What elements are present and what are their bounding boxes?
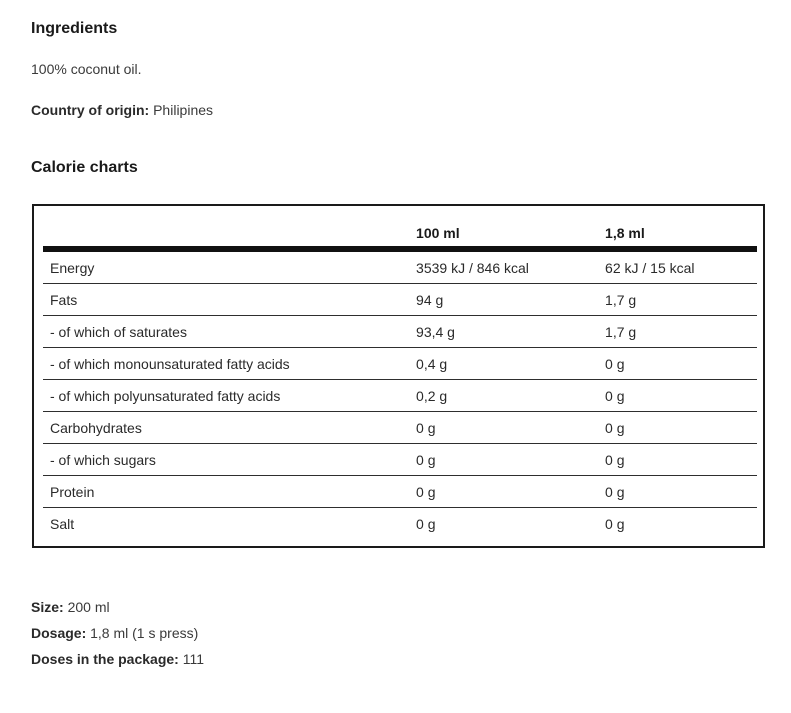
nutrient-name: - of which monounsaturated fatty acids [43, 348, 409, 380]
nutrient-name: Carbohydrates [43, 412, 409, 444]
value-per-dose: 1,7 g [598, 316, 757, 348]
ingredients-text: 100% coconut oil. [31, 61, 142, 77]
value-per-100ml: 0 g [409, 412, 598, 444]
table-row [43, 380, 757, 412]
value-per-dose: 0 g [605, 515, 625, 532]
value-per-100ml: 93,4 g [409, 316, 598, 348]
doses-value: 111 [182, 651, 204, 667]
value-per-100ml: 0,2 g [409, 380, 598, 412]
nutrient-name: - of which polyunsaturated fatty acids [43, 380, 409, 412]
table-row [43, 508, 757, 540]
value-per-100ml: 0 g [416, 515, 436, 532]
nutrient-name: Protein [43, 476, 409, 508]
table-row [43, 348, 757, 380]
table-row [43, 284, 757, 316]
dosage-value: 1,8 ml (1 s press) [90, 625, 199, 641]
ingredients-heading: Ingredients [31, 20, 118, 37]
column-header-per-100ml: 100 ml [409, 220, 598, 249]
size-label: Size: [31, 599, 64, 615]
value-per-100ml: 0 g [409, 476, 598, 508]
value-per-dose: 0 g [598, 412, 757, 444]
calorie-table-container [32, 204, 765, 548]
table-row [43, 476, 757, 508]
value-per-dose: 0 g [598, 380, 757, 412]
table-row [43, 444, 757, 476]
table-row [43, 249, 757, 284]
nutrient-name: - of which of saturates [43, 316, 409, 348]
size-line [31, 598, 110, 616]
value-per-100ml: 0,4 g [409, 348, 598, 380]
table-row [43, 316, 757, 348]
value-per-100ml: 0 g [409, 444, 598, 476]
dosage-label: Dosage: [31, 625, 87, 641]
value-per-dose: 0 g [598, 348, 757, 380]
nutrient-name: Fats [43, 284, 409, 316]
doses-label: Doses in the package: [31, 651, 179, 667]
country-label: Country of origin: [31, 102, 150, 118]
calorie-charts-heading: Calorie charts [31, 159, 138, 176]
size-value: 200 ml [67, 599, 110, 615]
table-header-row [43, 220, 757, 249]
value-per-100ml: 3539 kJ / 846 kcal [409, 249, 598, 284]
column-header-nutrient [43, 220, 409, 249]
column-header-per-dose: 1,8 ml [598, 220, 757, 249]
doses-line [31, 650, 204, 668]
country-value: Philipines [153, 102, 214, 118]
nutrient-name: Salt [50, 515, 75, 532]
dosage-line [31, 624, 198, 642]
table-row [43, 412, 757, 444]
calorie-table [43, 220, 757, 539]
value-per-dose: 0 g [598, 444, 757, 476]
value-per-100ml: 94 g [409, 284, 598, 316]
country-of-origin [31, 101, 213, 119]
nutrient-name: - of which sugars [43, 444, 409, 476]
value-per-dose: 0 g [598, 476, 757, 508]
value-per-dose: 1,7 g [598, 284, 757, 316]
nutrient-name: Energy [43, 249, 409, 284]
value-per-dose: 62 kJ / 15 kcal [598, 249, 757, 284]
